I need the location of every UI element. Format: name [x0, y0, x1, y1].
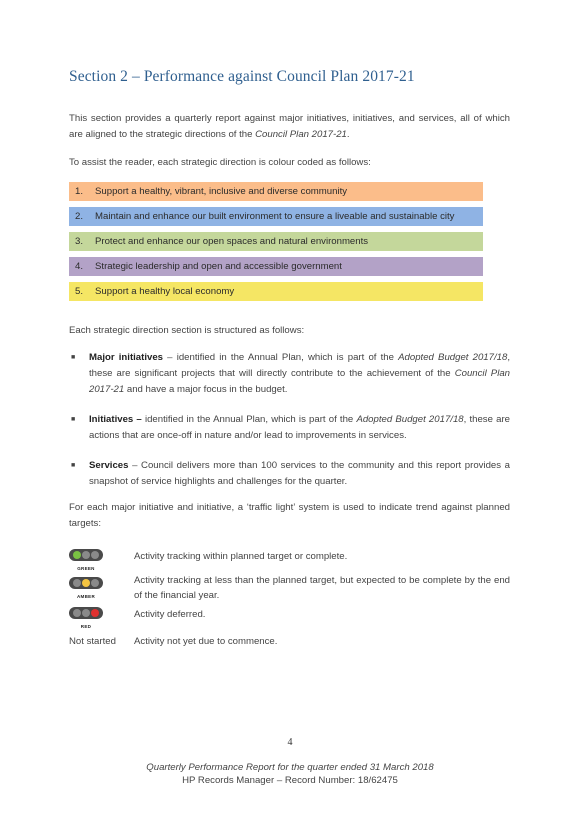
traffic-light-amber-icon	[69, 577, 103, 597]
bullet-text: identified in the Annual Plan, which is part of the	[141, 414, 357, 425]
legend-text: Activity tracking at less than the planned target, but expected to be complete by the end of the financial year.	[134, 575, 510, 601]
bullet-services	[69, 458, 510, 490]
legend-amber	[69, 573, 510, 603]
direction-2	[69, 207, 483, 226]
bullet-text: – Council delivers more than 100 services to the community and this report provides a snapshot of service highlights and challenges for the quarter.	[89, 460, 510, 487]
not-started-label: Not started	[69, 636, 116, 647]
icon-label: GREEN	[77, 566, 95, 571]
bullet-italic: Adopted Budget 2017/18	[356, 414, 464, 425]
intro-text: This section provides a quarterly report against major initiatives, initiatives, and services, all of which are aligned to the strategic directions of the	[69, 113, 510, 140]
direction-label: Protect and enhance our open spaces and natural environments	[95, 236, 369, 247]
intro-paragraph	[69, 111, 510, 143]
direction-5	[69, 282, 483, 301]
intro-italic: Council Plan 2017-21	[255, 129, 347, 140]
icon-label: AMBER	[77, 594, 95, 599]
bullet-italic: Adopted Budget 2017/18	[398, 352, 508, 363]
bullet-title: Services	[89, 460, 129, 471]
assist-paragraph: To assist the reader, each strategic direction is colour coded as follows:	[69, 157, 371, 168]
traffic-light-paragraph: For each major initiative and initiative, a ‘traffic light’ system is used to indicate trend against planned targets:	[69, 502, 510, 529]
legend-red	[69, 607, 510, 627]
bullet-text: – identified in the Annual Plan, which is part of the	[163, 352, 399, 363]
bullet-text: , these are significant projects that will directly contribute to the achievement of the	[89, 352, 510, 379]
direction-3	[69, 232, 483, 251]
traffic-light-red-icon	[69, 607, 103, 627]
bullet-major-initiatives	[69, 350, 510, 398]
icon-label: RED	[80, 624, 92, 629]
bullet-title: Major initiatives	[89, 352, 164, 363]
direction-label: Support a healthy, vibrant, inclusive and diverse community	[95, 186, 348, 197]
bullet-text: and have a major focus in the budget.	[124, 384, 288, 395]
structure-paragraph: Each strategic direction section is structured as follows:	[69, 325, 305, 336]
direction-4	[69, 257, 483, 276]
bullet-italic: Council Plan 2017-21	[89, 368, 510, 395]
footer-record-number: HP Records Manager – Record Number: 18/62475	[182, 775, 398, 786]
direction-number: 3.	[75, 236, 84, 247]
traffic-light-green-icon	[69, 549, 103, 569]
intro-end: .	[346, 129, 350, 140]
footer-report-title: Quarterly Performance Report for the quarter ended 31 March 2018	[146, 762, 434, 773]
section-heading: Section 2 – Performance against Council Plan 2017-21	[69, 68, 415, 85]
direction-number: 1.	[75, 186, 84, 197]
bullet-icon: ■	[71, 354, 76, 361]
legend-not-started	[69, 634, 510, 650]
direction-1	[69, 182, 483, 201]
bullet-text: , these are actions that are once-off in nature and/or lead to improvements in services.	[89, 414, 510, 441]
legend-green	[69, 549, 510, 569]
bullet-title: Initiatives –	[89, 414, 142, 425]
direction-label: Maintain and enhance our built environment to ensure a liveable and sustainable city	[95, 211, 455, 222]
direction-number: 5.	[75, 286, 84, 297]
bullet-initiatives	[69, 412, 510, 444]
bullet-icon: ■	[71, 416, 76, 423]
bullet-list	[69, 350, 510, 490]
legend-text: Activity deferred.	[134, 609, 206, 620]
direction-number: 2.	[75, 211, 84, 222]
bullet-icon: ■	[71, 462, 76, 469]
page-number: 4	[287, 737, 293, 748]
legend-text: Activity not yet due to commence.	[134, 636, 278, 647]
direction-label: Support a healthy local economy	[95, 286, 235, 297]
direction-number: 4.	[75, 261, 84, 272]
legend-text: Activity tracking within planned target or complete.	[134, 551, 348, 562]
direction-label: Strategic leadership and open and accessible government	[95, 261, 342, 272]
